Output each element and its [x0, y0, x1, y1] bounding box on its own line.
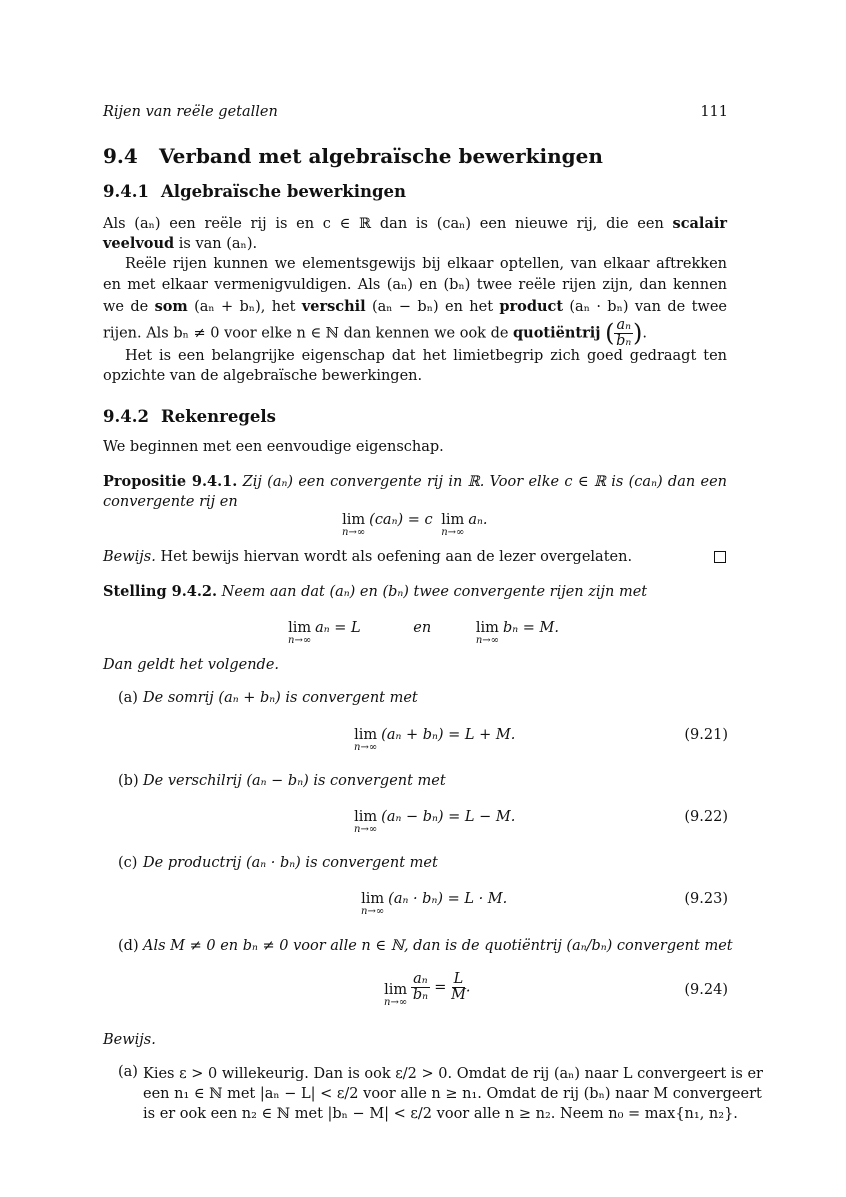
p2-bold-product: product [499, 298, 564, 315]
theorem [103, 582, 647, 602]
theorem-equation: lim n→∞ aₙ = L en lim n→∞ bₙ = M. [288, 620, 559, 646]
p1-bold-scalair: scalair veelvoud [103, 215, 727, 252]
equation-9-21: lim n→∞ (aₙ + bₙ) = L + M. [354, 727, 516, 753]
proof-2-line-3: is er ook een n₂ ∈ ℕ met |bₙ − M| < ε/2 voor alle n ≥ n₂. Neem n₀ = max{n₁, n₂}. [143, 1106, 738, 1122]
subsection-number-2: 9.4.2 [103, 407, 149, 426]
equation-number-9-22: (9.22) [684, 809, 728, 825]
subsection-heading-2 [103, 407, 276, 426]
paragraph-2: Reële rijen kunnen we elementsgewijs bij elkaar optellen, van elkaar aftrekken en met elkaar vermenigvuldigen. Als (aₙ) en (bₙ) twee reële rijen zijn, dan kennen we de som (aₙ + bₙ), het verschil (aₙ − bₙ) en het product (aₙ · bₙ) van de twee rijen. Als bₙ ≠ 0 voor elke n ∈ ℕ dan kennen we ook de quotiëntrij ( $\frac{\text{aₙ}}{\text{bₙ}}$ ). [103, 256, 727, 349]
proof-2-item-label: (a) [118, 1064, 138, 1080]
equation-9-24: lim n→∞ $\frac{\text{aₙ}}{\text{bₙ}}$ = $\frac{L}{M}$ . [384, 971, 471, 1008]
paragraph-4: We beginnen met een eenvoudige eigenschap. [103, 439, 444, 455]
proof-1 [103, 547, 632, 567]
page-number: 111 [700, 104, 728, 120]
item-d-label: (d) [118, 938, 139, 954]
equation-number-9-23: (9.23) [684, 891, 728, 907]
section-number: 9.4 [103, 144, 138, 168]
proposition-text: Zij (aₙ) een convergente rij in ℝ. Voor elke c ∈ ℝ is (caₙ) dan een convergente rij en [103, 474, 728, 510]
running-title: Rijen van reële getallen [103, 104, 278, 120]
p2-text-c: (aₙ − bₙ) en het [365, 299, 500, 315]
proof-1-label: Bewijs. [103, 549, 156, 565]
proof-2-line-2: een n₁ ∈ ℕ met |aₙ − L| < ε/2 voor alle n ≥ n₁. Omdat de rij (bₙ) naar M convergeert [143, 1086, 762, 1102]
subsection-number-1: 9.4.1 [103, 182, 149, 201]
subsection-heading-1 [103, 182, 406, 201]
p2-text-a: Reële rijen kunnen we elementsgewijs bij elkaar optellen, van elkaar aftrekken en met elkaar vermenigvuldigen. Als (aₙ) en (bₙ) twee reële rijen zijn, dan kennen we de [103, 256, 727, 315]
item-d-text: Als M ≠ 0 en bₙ ≠ 0 voor alle n ∈ ℕ, dan is de quotiëntrij (aₙ/bₙ) convergent met [143, 938, 733, 954]
proposition-equation: lim n→∞ (caₙ) = c lim n→∞ aₙ. [342, 512, 488, 538]
item-c-text: De productrij (aₙ · bₙ) is convergent met [143, 855, 438, 871]
quotient-fraction: $\frac{\text{aₙ}}{\text{bₙ}}$ [616, 317, 632, 349]
paragraph-1 [103, 214, 727, 254]
item-a-label: (a) [118, 690, 138, 706]
item-b-text: De verschilrij (aₙ − bₙ) is convergent met [143, 773, 446, 789]
p2-text-b: (aₙ + bₙ), het [187, 299, 302, 315]
theorem-text: Neem aan dat (aₙ) en (bₙ) twee convergente rijen zijn met [221, 584, 648, 600]
equation-9-23: lim n→∞ (aₙ · bₙ) = L · M. [361, 891, 508, 917]
paragraph-3: Het is een belangrijke eigenschap dat het limietbegrip zich goed gedraagt ten opzichte van de algebraïsche bewerkingen. [103, 348, 727, 384]
p1-text-a: Als (aₙ) een reële rij is en c ∈ ℝ dan is (caₙ) een nieuwe rij, die een [103, 216, 673, 232]
equation-9-22: lim n→∞ (aₙ − bₙ) = L − M. [354, 809, 516, 835]
proposition-label: Propositie 9.4.1. [103, 473, 238, 490]
proof-1-text: Het bewijs hiervan wordt als oefening aan de lezer overgelaten. [160, 549, 633, 565]
p2-text-d: (aₙ · bₙ) van de twee rijen. Als bₙ ≠ 0 voor elke n ∈ ℕ dan kennen we ook de [103, 299, 727, 342]
subsection-title-2: Rekenregels [161, 407, 276, 426]
proposition [103, 472, 727, 512]
p2-bold-som: som [154, 298, 188, 315]
qed-box [714, 551, 726, 563]
equation-number-9-24: (9.24) [684, 982, 728, 998]
theorem-then: Dan geldt het volgende. [103, 657, 280, 673]
item-c-label: (c) [118, 855, 138, 871]
equation-number-9-21: (9.21) [684, 727, 728, 743]
item-a-text: De somrij (aₙ + bₙ) is convergent met [143, 690, 418, 706]
p2-bold-quotient: quotiëntrij [513, 324, 601, 342]
p2-bold-verschil: verschil [301, 298, 366, 315]
p1-text-b: is van (aₙ). [174, 236, 258, 252]
section-title: Verband met algebraïsche bewerkingen [159, 144, 603, 168]
item-b-label: (b) [118, 773, 139, 789]
proof-2-label: Bewijs. [103, 1032, 156, 1048]
proof-2-line-1: Kies ε > 0 willekeurig. Dan is ook ε/2 > 0. Omdat de rij (aₙ) naar L convergeert is er [143, 1066, 763, 1082]
section-heading [103, 144, 603, 168]
theorem-label: Stelling 9.4.2. [103, 583, 218, 600]
subsection-title-1: Algebraïsche bewerkingen [161, 182, 407, 201]
